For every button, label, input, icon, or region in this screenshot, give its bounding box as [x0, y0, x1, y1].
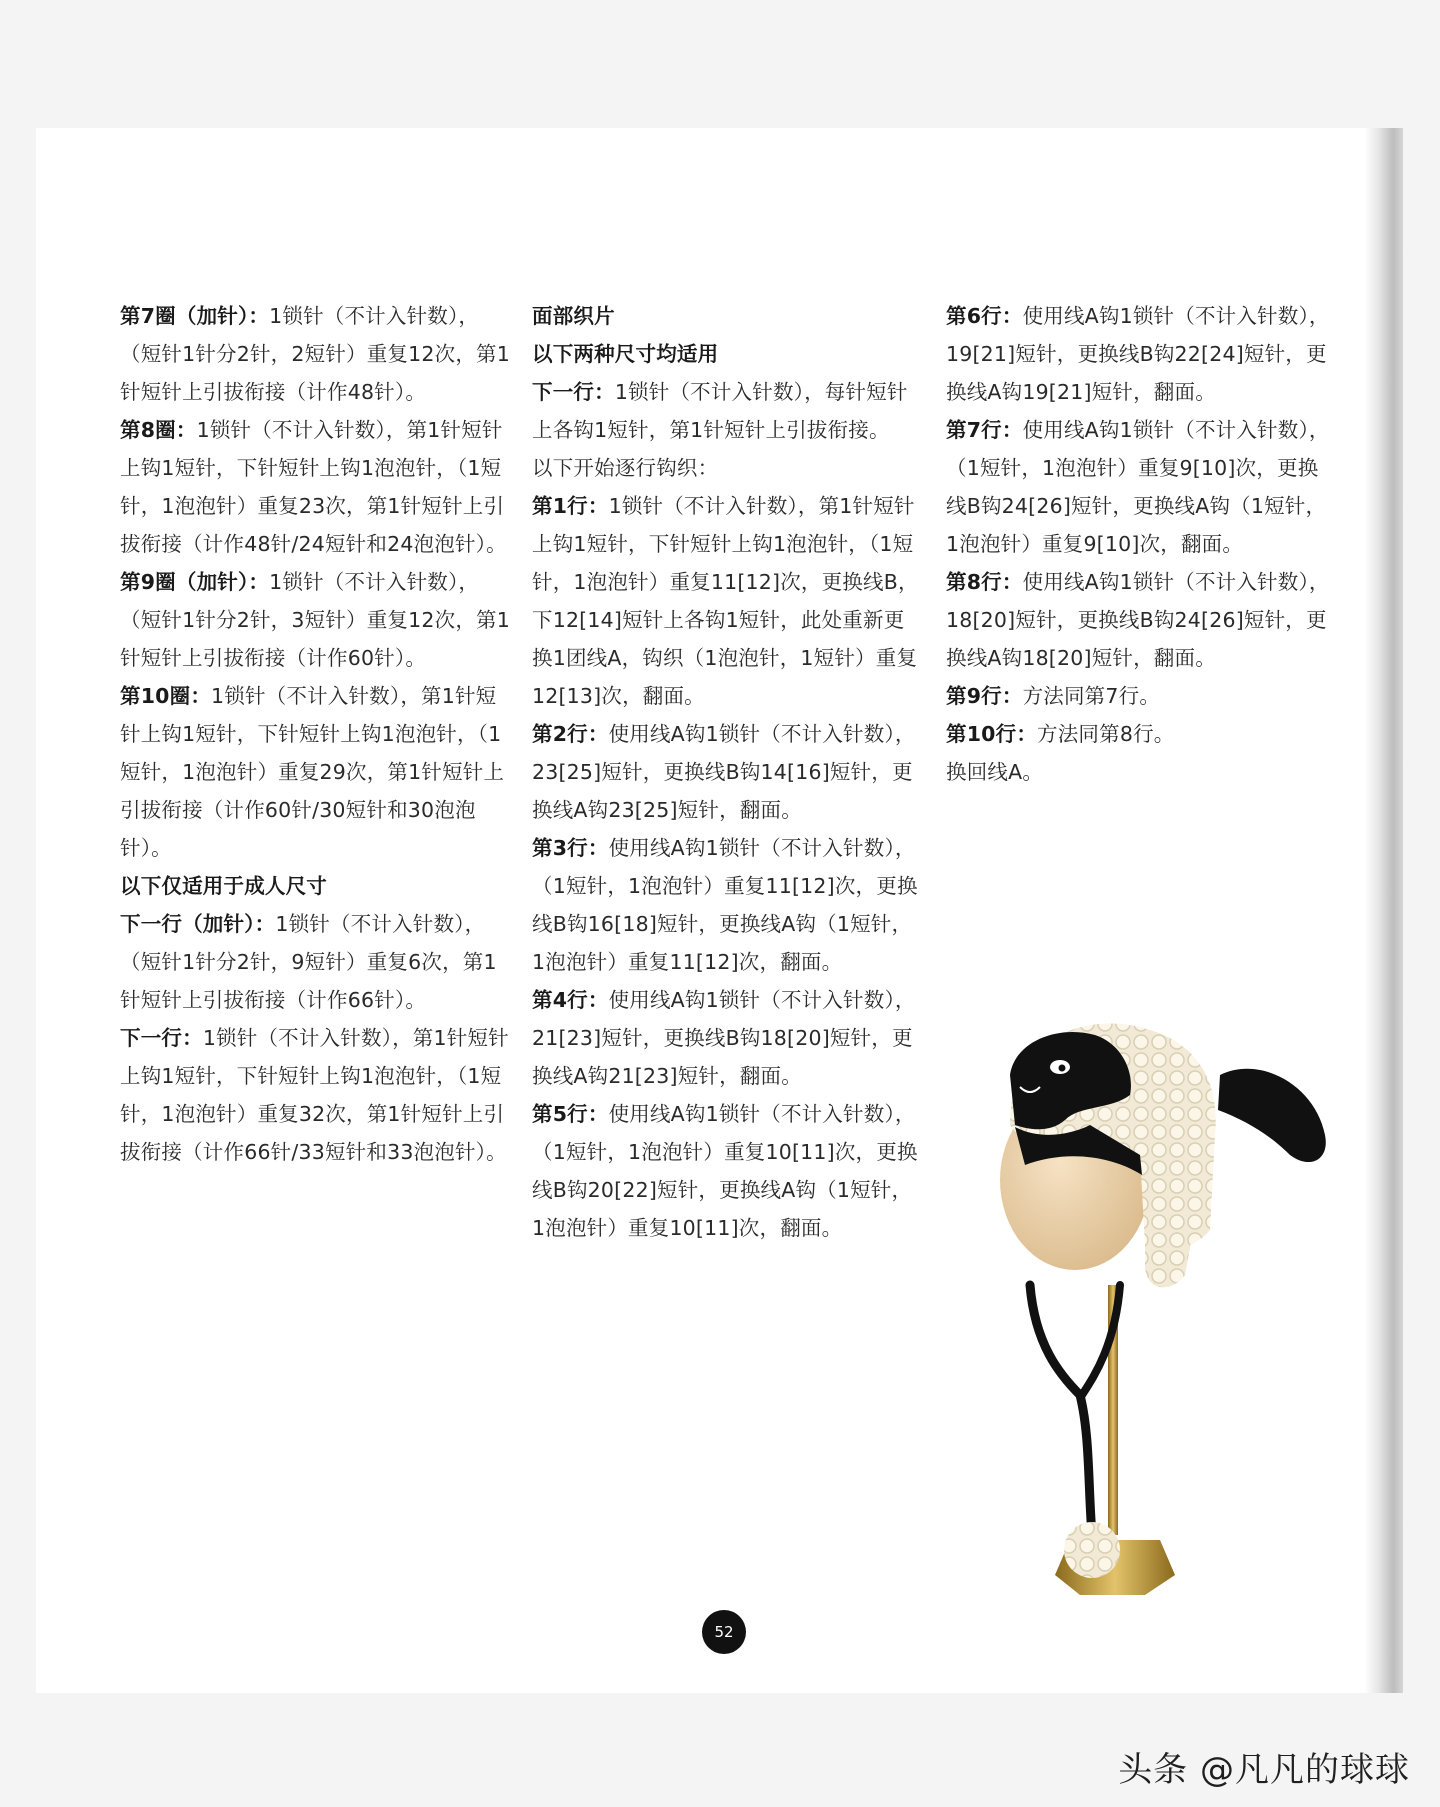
- text-column-2: [532, 297, 924, 1247]
- paragraph-row-3: [532, 829, 924, 981]
- paragraph-text: 1锁针（不计入针数），第1针短针上钩1短针，下针短针上钩1泡泡针，（1短针，1泡泡针）重复23次，第1针短针上引拔衔接（计作48针/24短针和24泡泡针）。: [120, 418, 507, 556]
- paragraph-text: 1锁针（不计入针数），第1针短针上钩1短针，下针短针上钩1泡泡针，（1短针，1泡泡针）重复11[12]次，更换线B，下12[14]短针上各钩1短针，此处重新更换1团线A，钩织（1泡泡针，1短针）重复12[13]次，翻面。: [532, 494, 919, 708]
- paragraph-round-8: [120, 411, 510, 563]
- paragraph-label: 下一行：: [532, 380, 615, 404]
- paragraph-row-8: [946, 563, 1336, 677]
- paragraph-row-4: [532, 981, 924, 1095]
- paragraph-text: 使用线A钩1锁针（不计入针数），18[20]短针，更换线B钩24[26]短针，更换线A钩18[20]短针，翻面。: [946, 570, 1330, 670]
- paragraph-label: 第1行：: [532, 494, 609, 518]
- braid-tie: [1030, 1285, 1092, 1535]
- paragraph-intro: 以下开始逐行钩织：: [532, 456, 719, 480]
- paragraph-round-9: [120, 563, 510, 677]
- paragraph-text: 方法同第8行。: [1037, 722, 1175, 746]
- paragraph-label: 第3行：: [532, 836, 609, 860]
- paragraph-label: 下一行：: [120, 1026, 203, 1050]
- paragraph-label: 下一行（加针）：: [120, 912, 276, 936]
- paragraph-label: 第8圈：: [120, 418, 197, 442]
- paragraph-text: 使用线A钩1锁针（不计入针数），（1短针，1泡泡针）重复10[11]次，更换线B钩20[22]短针，更换线A钩（1短针，1泡泡针）重复10[11]次，翻面。: [532, 1102, 918, 1240]
- paragraph-label: 第2行：: [532, 722, 609, 746]
- sheep-ear: [1218, 1069, 1326, 1162]
- paragraph-text: 使用线A钩1锁针（不计入针数），（1短针，1泡泡针）重复9[10]次，更换线B钩24[26]短针，更换线A钩（1短针，1泡泡针）重复9[10]次，翻面。: [946, 418, 1330, 556]
- paragraph-label: 第10圈：: [120, 684, 212, 708]
- watermark: 头条 @凡凡的球球: [1118, 1750, 1410, 1790]
- paragraph-label: 第10行：: [946, 722, 1038, 746]
- paragraph-row-2: [532, 715, 924, 829]
- paragraph-row-7: [946, 411, 1336, 563]
- paragraph-text: 1锁针（不计入针数），每针短针上各钩1短针，第1针短针上引拔衔接。: [532, 380, 908, 442]
- paragraph-row-1: [532, 487, 924, 715]
- section-heading-adult-only: 以下仅适用于成人尺寸: [120, 874, 327, 898]
- paragraph-label: 第4行：: [532, 988, 609, 1012]
- text-column-3: [946, 297, 1336, 791]
- paragraph-next-row: [120, 1019, 510, 1171]
- page-binding-shadow: [1365, 128, 1403, 1693]
- section-heading-both-sizes: 以下两种尺寸均适用: [532, 342, 719, 366]
- paragraph-text: 1锁针（不计入针数），（短针1针分2针，3短针）重复12次，第1针短针上引拔衔接（计作60针）。: [120, 570, 510, 670]
- paragraph-round-7: [120, 297, 510, 411]
- paragraph-label: 第5行：: [532, 1102, 609, 1126]
- paragraph-label: 第8行：: [946, 570, 1023, 594]
- paragraph-round-10: [120, 677, 510, 867]
- paragraph-text: 使用线A钩1锁针（不计入针数），（1短针，1泡泡针）重复11[12]次，更换线B钩16[18]短针，更换线A钩（1短针，1泡泡针）重复11[12]次，翻面。: [532, 836, 918, 974]
- paragraph-label: 第7行：: [946, 418, 1023, 442]
- paragraph-row-5: [532, 1095, 924, 1247]
- paragraph-text: 1锁针（不计入针数），第1针短针上钩1短针，下针短针上钩1泡泡针，（1短针，1泡泡针）重复32次，第1针短针上引拔衔接（计作66针/33短针和33泡泡针）。: [120, 1026, 509, 1164]
- paragraph-text: 使用线A钩1锁针（不计入针数），21[23]短针，更换线B钩18[20]短针，更换线A钩21[23]短针，翻面。: [532, 988, 916, 1088]
- paragraph-label: 第6行：: [946, 304, 1023, 328]
- paragraph-row-6: [946, 297, 1336, 411]
- page-number: 52: [702, 1610, 746, 1654]
- paragraph-switch-yarn: 换回线A。: [946, 760, 1044, 784]
- paragraph-text: 方法同第7行。: [1022, 684, 1161, 708]
- section-heading-face-panel: 面部织片: [532, 304, 615, 328]
- paragraph-row-10: [946, 715, 1336, 753]
- paragraph-row-9: [946, 677, 1336, 715]
- paragraph-label: 第9行：: [946, 684, 1023, 708]
- paragraph-next-row: [532, 373, 924, 449]
- paragraph-text: 1锁针（不计入针数），（短针1针分2针，9短针）重复6次，第1针短针上引拔衔接（计作66针）。: [120, 912, 497, 1012]
- paragraph-text: 使用线A钩1锁针（不计入针数），19[21]短针，更换线B钩22[24]短针，更换线A钩19[21]短针，翻面。: [946, 304, 1330, 404]
- sheep-pupil: [1059, 1065, 1066, 1072]
- pompom: [1064, 1522, 1120, 1578]
- paragraph-label: 第9圈（加针）：: [120, 570, 270, 594]
- paragraph-text: 使用线A钩1锁针（不计入针数），23[25]短针，更换线B钩14[16]短针，更换线A钩23[25]短针，翻面。: [532, 722, 916, 822]
- sheep-hat-photo: [970, 1015, 1350, 1615]
- paragraph-text: 1锁针（不计入针数），第1针短针上钩1短针，下针短针上钩1泡泡针，（1短针，1泡泡针）重复29次，第1针短针上引拔衔接（计作60针/30短针和30泡泡针）。: [120, 684, 505, 860]
- text-column-1: [120, 297, 510, 1171]
- paragraph-next-row-increase: [120, 905, 510, 1019]
- paragraph-text: 1锁针（不计入针数），（短针1针分2针，2短针）重复12次，第1针短针上引拔衔接（计作48针）。: [120, 304, 510, 404]
- paragraph-label: 第7圈（加针）：: [120, 304, 270, 328]
